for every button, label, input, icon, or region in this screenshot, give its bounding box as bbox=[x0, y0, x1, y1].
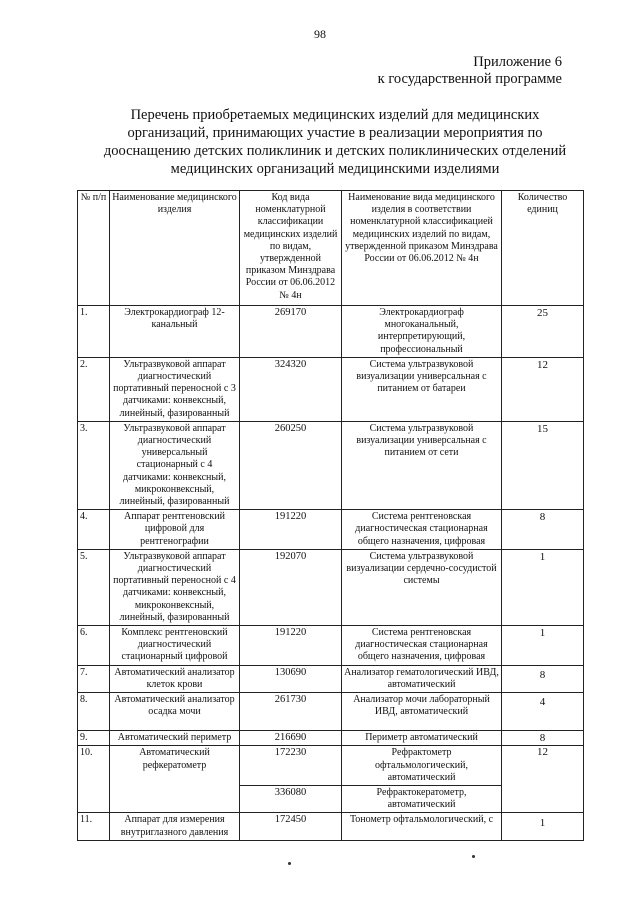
cell-name: Электрокардиограф 12-канальный bbox=[110, 306, 240, 358]
cell-kind: Рефрактокератометр, автоматический bbox=[342, 785, 502, 812]
cell-name: Аппарат для измерения внутриглазного давления bbox=[110, 813, 240, 840]
cell-qty: 25 bbox=[502, 306, 584, 358]
cell-kind: Периметр автоматический bbox=[342, 731, 502, 746]
cell-num: 10. bbox=[78, 746, 110, 813]
cell-num: 7. bbox=[78, 665, 110, 692]
header-num: № п/п bbox=[78, 191, 110, 306]
cell-code: 324320 bbox=[240, 357, 342, 421]
cell-qty: 12 bbox=[502, 357, 584, 421]
cell-qty: 1 bbox=[502, 626, 584, 666]
cell-qty: 8 bbox=[502, 731, 584, 746]
cell-name: Ультразвуковой аппарат диагностический портативный переносной с 4 датчиками: конвексный, микроконвексный, линейный, фазированный bbox=[110, 549, 240, 625]
cell-qty: 15 bbox=[502, 421, 584, 509]
cell-name: Автоматический анализатор клеток крови bbox=[110, 665, 240, 692]
cell-kind: Система ультразвуковой визуализации сердечно-сосудистой системы bbox=[342, 549, 502, 625]
table-row bbox=[78, 626, 584, 666]
appendix-line-2: к государственной программе bbox=[377, 71, 562, 87]
cell-name: Автоматический периметр bbox=[110, 731, 240, 746]
cell-num: 11. bbox=[78, 813, 110, 840]
header-kind: Наименование вида медицинского изделия в соответствии номенклатурной классификацией медицинских изделий по видам, утвержденной приказом Минздрава России от 06.06.2012 № 4н bbox=[342, 191, 502, 306]
cell-kind: Анализатор гематологический ИВД, автоматический bbox=[342, 665, 502, 692]
cell-kind: Тонометр офтальмологический, с bbox=[342, 813, 502, 840]
cell-num: 9. bbox=[78, 731, 110, 746]
page-number: 98 bbox=[314, 27, 326, 41]
header-code: Код вида номенклатурной классификации медицинских изделий по видам, утвержденной приказом Минздрава России от 06.06.2012 № 4н bbox=[240, 191, 342, 306]
cell-num: 1. bbox=[78, 306, 110, 358]
table-row bbox=[78, 357, 584, 421]
cell-code: 172450 bbox=[240, 813, 342, 840]
table-row bbox=[78, 731, 584, 746]
cell-num: 3. bbox=[78, 421, 110, 509]
cell-kind: Система ультразвуковой визуализации универсальная с питанием от сети bbox=[342, 421, 502, 509]
cell-name: Аппарат рентгеновский цифровой для рентгенографии bbox=[110, 510, 240, 550]
cell-name: Комплекс рентгеновский диагностический стационарный цифровой bbox=[110, 626, 240, 666]
header-qty: Количество единиц bbox=[502, 191, 584, 306]
cell-name: Автоматический анализатор осадка мочи bbox=[110, 693, 240, 731]
appendix-caption bbox=[378, 54, 562, 88]
table-row bbox=[78, 813, 584, 840]
cell-num: 2. bbox=[78, 357, 110, 421]
scan-speck bbox=[288, 862, 291, 865]
table-row bbox=[78, 746, 584, 786]
cell-code: 261730 bbox=[240, 693, 342, 731]
header-name: Наименование медицинского изделия bbox=[110, 191, 240, 306]
table-row bbox=[78, 549, 584, 625]
table-row bbox=[78, 693, 584, 731]
table-row bbox=[78, 665, 584, 692]
cell-num: 6. bbox=[78, 626, 110, 666]
cell-qty: 8 bbox=[502, 510, 584, 550]
cell-code: 191220 bbox=[240, 510, 342, 550]
table-header-row bbox=[78, 191, 584, 306]
cell-code: 192070 bbox=[240, 549, 342, 625]
table-row bbox=[78, 306, 584, 358]
cell-qty: 1 bbox=[502, 813, 584, 840]
table-row bbox=[78, 421, 584, 509]
document-title: Перечень приобретаемых медицинских изделий для медицинских организаций, принимающих участие в реализации мероприятия по дооснащению детских поликлиник и детских поликлинических отделений медицинских организаций медицинскими изделиями bbox=[103, 107, 567, 177]
cell-code: 172230 bbox=[240, 746, 342, 786]
cell-code: 191220 bbox=[240, 626, 342, 666]
cell-name: Автоматический рефкератометр bbox=[110, 746, 240, 813]
cell-kind: Анализатор мочи лабораторный ИВД, автоматический bbox=[342, 693, 502, 731]
cell-num: 4. bbox=[78, 510, 110, 550]
cell-code: 130690 bbox=[240, 665, 342, 692]
cell-kind: Система ультразвуковой визуализации универсальная с питанием от батареи bbox=[342, 357, 502, 421]
cell-qty: 1 bbox=[502, 549, 584, 625]
cell-code: 336080 bbox=[240, 785, 342, 812]
table-row bbox=[78, 510, 584, 550]
cell-kind: Система рентгеновская диагностическая стационарная общего назначения, цифровая bbox=[342, 510, 502, 550]
cell-code: 260250 bbox=[240, 421, 342, 509]
cell-code: 216690 bbox=[240, 731, 342, 746]
cell-name: Ультразвуковой аппарат диагностический универсальный стационарный с 4 датчиками: конвексный, микроконвексный, линейный, фазированный bbox=[110, 421, 240, 509]
scan-speck bbox=[472, 855, 475, 858]
cell-num: 8. bbox=[78, 693, 110, 731]
appendix-line-1: Приложение 6 bbox=[473, 54, 562, 70]
devices-table bbox=[77, 190, 584, 841]
cell-kind: Рефрактометр офтальмологический, автоматический bbox=[342, 746, 502, 786]
cell-qty: 8 bbox=[502, 665, 584, 692]
cell-kind: Электрокардиограф многоканальный, интерпретирующий, профессиональный bbox=[342, 306, 502, 358]
cell-code: 269170 bbox=[240, 306, 342, 358]
cell-qty: 4 bbox=[502, 693, 584, 731]
cell-num: 5. bbox=[78, 549, 110, 625]
cell-qty: 12 bbox=[502, 746, 584, 813]
cell-name: Ультразвуковой аппарат диагностический портативный переносной с 3 датчиками: конвексный, линейный, фазированный bbox=[110, 357, 240, 421]
cell-kind: Система рентгеновская диагностическая стационарная общего назначения, цифровая bbox=[342, 626, 502, 666]
